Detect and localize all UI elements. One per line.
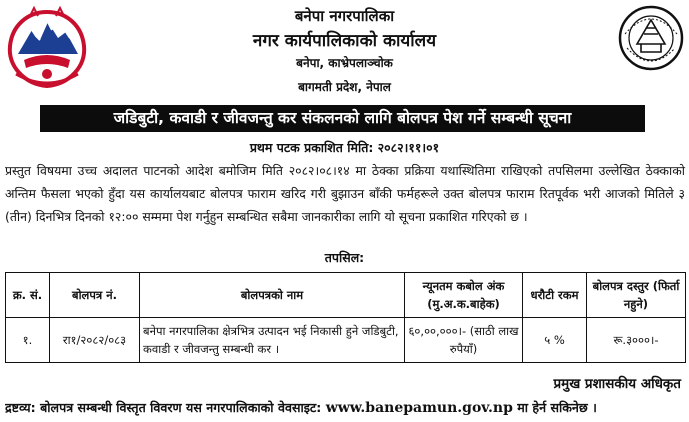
cell-min-bid: ६०,००,०००।- (साठी लाख रुपैयाँ) xyxy=(405,318,523,363)
office-address: बनेपा, काभ्रेपलाञ्चोक xyxy=(296,56,393,70)
header-serial: क्र. सं. xyxy=(6,273,50,318)
tender-table xyxy=(5,272,686,363)
signatory-title: प्रमुख प्रशासकीय अधिकृत xyxy=(553,376,681,392)
table-row xyxy=(6,318,686,363)
cell-serial: १. xyxy=(6,318,50,363)
cell-tender-no: रा१/२०८२/०८३ xyxy=(50,318,140,363)
municipality-name: बनेपा नगरपालिका xyxy=(294,7,395,25)
note-prefix: द्रष्टव्य: बोलपत्र सम्बन्धी विस्तृत विवरण यस नगरपालिकाको वेवसाइट: xyxy=(5,400,322,415)
header-deposit: धरौटी रकम xyxy=(523,273,587,318)
banepa-municipality-logo-icon xyxy=(617,4,685,76)
cell-deposit: ५ % xyxy=(523,318,587,363)
header-fee: बोलपत्र दस्तुर (फिर्ता नहुने) xyxy=(587,273,686,318)
notice-title: जडिबुटी, कवाडी र जीवजन्तु कर संकलनको लागि बोलपत्र पेश गर्ने सम्बन्धी सूचना xyxy=(40,105,645,132)
publish-date: प्रथम पटक प्रकाशित मिति: २०८२।११।०१ xyxy=(249,140,440,155)
note-suffix: मा हेर्न सकिनेछ । xyxy=(517,400,597,415)
notice-body: प्रस्तुत विषयमा उच्च अदालत पाटनको आदेश बमोजिम मिति २०८२।०८।१४ मा ठेक्का प्रक्रिया यथास्थितिमा राखिएको तपसिलमा उल्लेखित ठेक्काको अन्तिम फैसला भएको हुँदा यस कार्यालयबाट बोलपत्र फाराम खरिद गरी बुझाउन बाँकी फर्महरूले उक्त बोलपत्र फाराम रितपूर्वक भरी आजको मितिले ३ (तीन) दिनभित्र दिनको १२:०० सम्ममा पेश गर्नुहुन सम्बन्धित सबैमा जानकारीका लागि यो सूचना प्रकाशित गरिएको छ । xyxy=(5,163,685,224)
schedule-label: तपसिल: xyxy=(324,250,365,265)
website-link[interactable]: www.banepamun.gov.np xyxy=(325,400,513,416)
header-min-bid: न्यूनतम कबोल अंक (मु.अ.क.बाहेक) xyxy=(405,273,523,318)
header-tender-name: बोलपत्रको नाम xyxy=(140,273,405,318)
province-name: बागमती प्रदेश, नेपाल xyxy=(298,80,391,94)
office-name: नगर कार्यपालिकाको कार्यालय xyxy=(252,31,437,51)
table-header-row xyxy=(6,273,686,318)
footer-note xyxy=(5,399,685,416)
cell-tender-name: बनेपा नगरपालिका क्षेत्रभित्र उत्पादन भई निकासी हुने जडिबुटी, कवाडी र जीवजन्तु सम्बन्धी कर । xyxy=(140,318,405,363)
cell-fee: रू.३०००।- xyxy=(587,318,686,363)
header-tender-no: बोलपत्र नं. xyxy=(50,273,140,318)
